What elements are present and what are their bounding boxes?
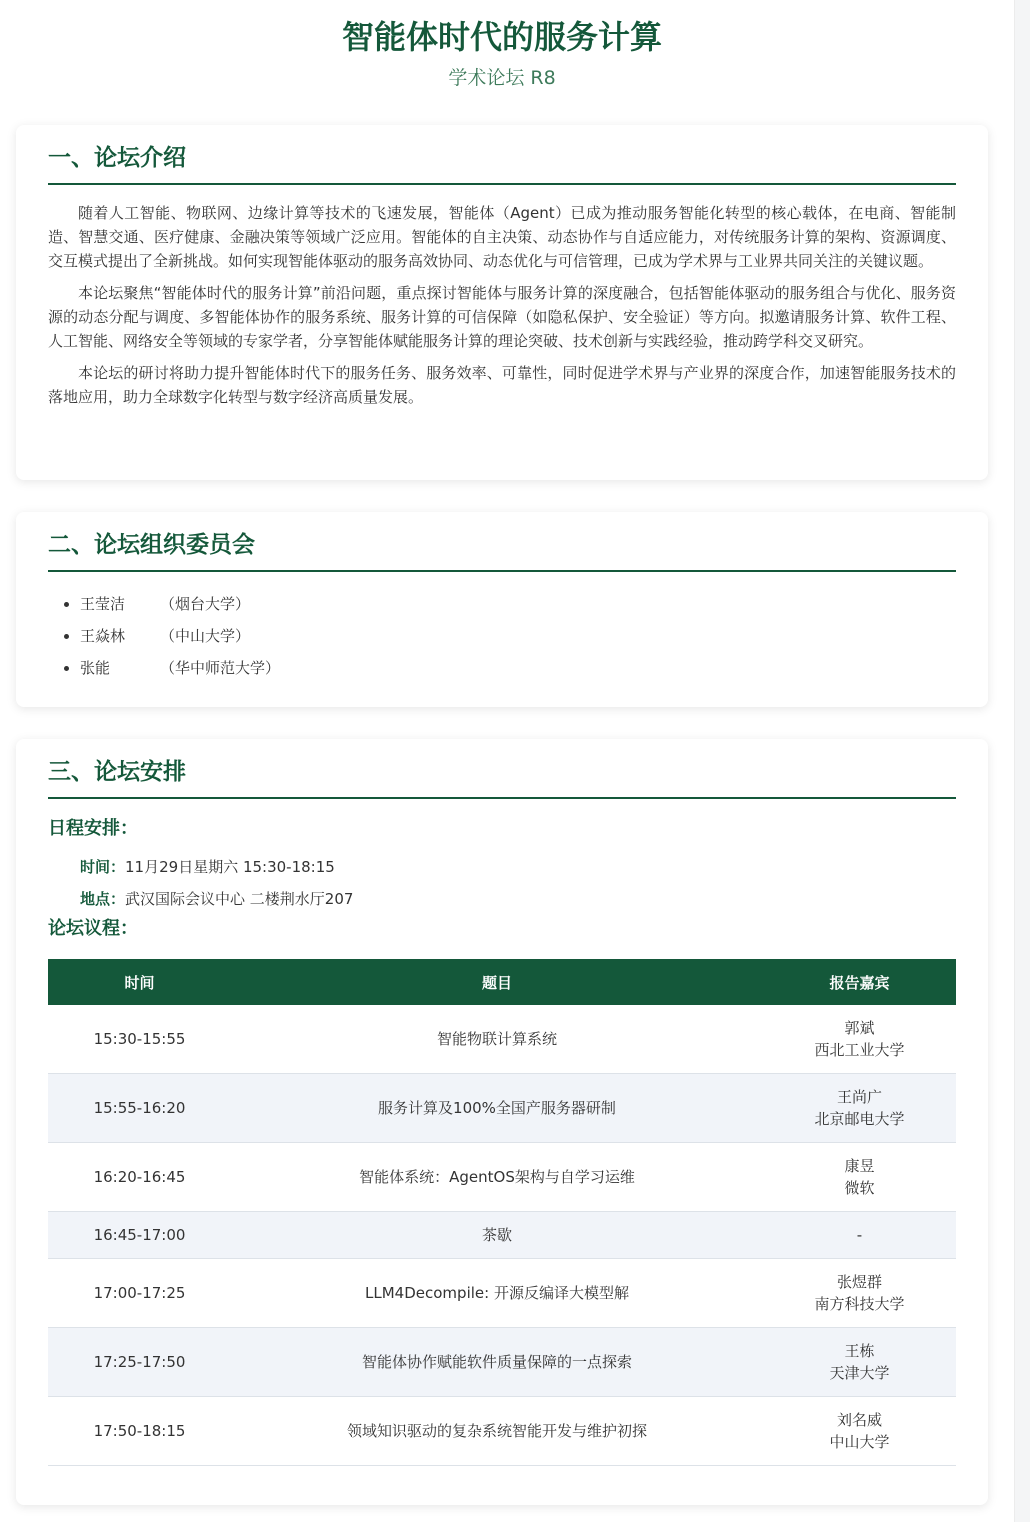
committee-heading: 二、论坛组织委员会 bbox=[48, 512, 956, 572]
member-name: 王焱林 bbox=[80, 627, 126, 645]
speaker-name: 王尚广 bbox=[836, 1088, 882, 1106]
committee-list bbox=[48, 588, 956, 684]
column-header-speaker: 报告嘉宾 bbox=[763, 959, 956, 1005]
session-speaker bbox=[763, 1259, 956, 1328]
page-title: 智能体时代的服务计算 bbox=[341, 18, 662, 56]
session-speaker bbox=[763, 1074, 956, 1143]
speaker-name: 王栋 bbox=[844, 1342, 875, 1360]
speaker-name: 郭斌 bbox=[844, 1019, 875, 1037]
intro-heading: 一、论坛介绍 bbox=[48, 125, 956, 185]
session-time: 15:55-16:20 bbox=[48, 1074, 231, 1143]
committee-member bbox=[80, 588, 956, 620]
session-topic: 领域知识驱动的复杂系统智能开发与维护初探 bbox=[231, 1397, 763, 1466]
session-time: 15:30-15:55 bbox=[48, 1005, 231, 1074]
intro-paragraph: 本论坛的研讨将助力提升智能体时代下的服务任务、服务效率、可靠性，同时促进学术界与产业界的深度合作，加速智能服务技术的落地应用，助力全球数字化转型与数字经济高质量发展。 bbox=[48, 364, 956, 406]
session-speaker bbox=[763, 1143, 956, 1212]
schedule-heading: 日程安排： bbox=[48, 818, 138, 839]
member-name: 王莹洁 bbox=[80, 595, 126, 613]
session-time: 17:25-17:50 bbox=[48, 1328, 231, 1397]
session-speaker bbox=[763, 1005, 956, 1074]
table-row bbox=[48, 1074, 956, 1143]
committee-member bbox=[80, 652, 956, 684]
session-topic: 智能物联计算系统 bbox=[231, 1005, 763, 1074]
member-affiliation: （华中师范大学） bbox=[160, 659, 281, 677]
speaker-name: 张煜群 bbox=[836, 1273, 882, 1291]
time-label: 时间： bbox=[80, 858, 126, 876]
table-row bbox=[48, 1259, 956, 1328]
speaker-org: 天津大学 bbox=[829, 1364, 890, 1382]
speaker-org: 西北工业大学 bbox=[814, 1041, 905, 1059]
schedule-place bbox=[80, 883, 956, 915]
table-header-row bbox=[48, 959, 956, 1005]
session-time: 17:00-17:25 bbox=[48, 1259, 231, 1328]
speaker-org: 南方科技大学 bbox=[814, 1295, 905, 1313]
intro-paragraph: 本论坛聚焦“智能体时代的服务计算”前沿问题，重点探讨智能体与服务计算的深度融合，包括智能体驱动的服务组合与优化、服务资源的动态分配与调度、多智能体协作的服务系统、服务计算的可信保障（如隐私保护、安全验证）等方向。拟邀请服务计算、软件工程、人工智能、网络安全等领域的专家学者，分享智能体赋能服务计算的理论突破、技术创新与实践经验，推动跨学科交叉研究。 bbox=[48, 284, 956, 350]
time-value: 11月29日星期六 15:30-18:15 bbox=[125, 858, 335, 876]
committee-member bbox=[80, 620, 956, 652]
agenda-heading: 三、论坛安排 bbox=[48, 739, 956, 799]
table-row bbox=[48, 1005, 956, 1074]
program-heading: 论坛议程： bbox=[48, 918, 138, 939]
session-topic: 服务计算及100%全国产服务器研制 bbox=[231, 1074, 763, 1143]
intro-card bbox=[16, 125, 988, 480]
column-header-time: 时间 bbox=[48, 959, 231, 1005]
session-topic: 智能体系统：AgentOS架构与自学习运维 bbox=[231, 1143, 763, 1212]
session-time: 16:45-17:00 bbox=[48, 1212, 231, 1259]
intro-paragraph: 随着人工智能、物联网、边缘计算等技术的飞速发展，智能体（Agent）已成为推动服务智能化转型的核心载体，在电商、智能制造、智慧交通、医疗健康、金融决策等领域广泛应用。智能体的自主决策、动态协作与自适应能力，对传统服务计算的架构、资源调度、交互模式提出了全新挑战。如何实现智能体驱动的服务高效协同、动态优化与可信管理，已成为学术界与工业界共同关注的关键议题。 bbox=[48, 204, 956, 270]
member-name: 张能 bbox=[80, 659, 111, 677]
page-subtitle: 学术论坛 R8 bbox=[448, 67, 556, 89]
speaker-org: 微软 bbox=[844, 1179, 875, 1197]
session-topic: 茶歇 bbox=[231, 1212, 763, 1259]
schedule-time bbox=[80, 851, 956, 883]
speaker-name: 康昱 bbox=[844, 1157, 875, 1175]
session-time: 17:50-18:15 bbox=[48, 1397, 231, 1466]
agenda-table bbox=[48, 959, 956, 1466]
window-scroll-edge[interactable] bbox=[1014, 0, 1030, 1522]
session-time: 16:20-16:45 bbox=[48, 1143, 231, 1212]
table-row bbox=[48, 1143, 956, 1212]
agenda-card bbox=[16, 739, 988, 1505]
intro-body bbox=[48, 201, 956, 409]
committee-card bbox=[16, 512, 988, 707]
session-topic: LLM4Decompile: 开源反编译大模型解 bbox=[231, 1259, 763, 1328]
session-speaker bbox=[763, 1328, 956, 1397]
table-row bbox=[48, 1328, 956, 1397]
session-topic: 智能体协作赋能软件质量保障的一点探索 bbox=[231, 1328, 763, 1397]
session-speaker bbox=[763, 1397, 956, 1466]
column-header-topic: 题目 bbox=[231, 959, 763, 1005]
place-label: 地点： bbox=[80, 890, 126, 908]
session-speaker bbox=[763, 1212, 956, 1259]
place-value: 武汉国际会议中心 二楼荆水厅207 bbox=[125, 890, 354, 908]
page-header bbox=[0, 14, 1004, 92]
member-affiliation: （中山大学） bbox=[160, 627, 251, 645]
speaker-name: - bbox=[856, 1226, 863, 1244]
table-row bbox=[48, 1212, 956, 1259]
table-row bbox=[48, 1397, 956, 1466]
member-affiliation: （烟台大学） bbox=[160, 595, 251, 613]
speaker-org: 中山大学 bbox=[829, 1433, 890, 1451]
schedule-details bbox=[48, 851, 956, 915]
speaker-org: 北京邮电大学 bbox=[814, 1110, 905, 1128]
speaker-name: 刘名威 bbox=[836, 1411, 882, 1429]
